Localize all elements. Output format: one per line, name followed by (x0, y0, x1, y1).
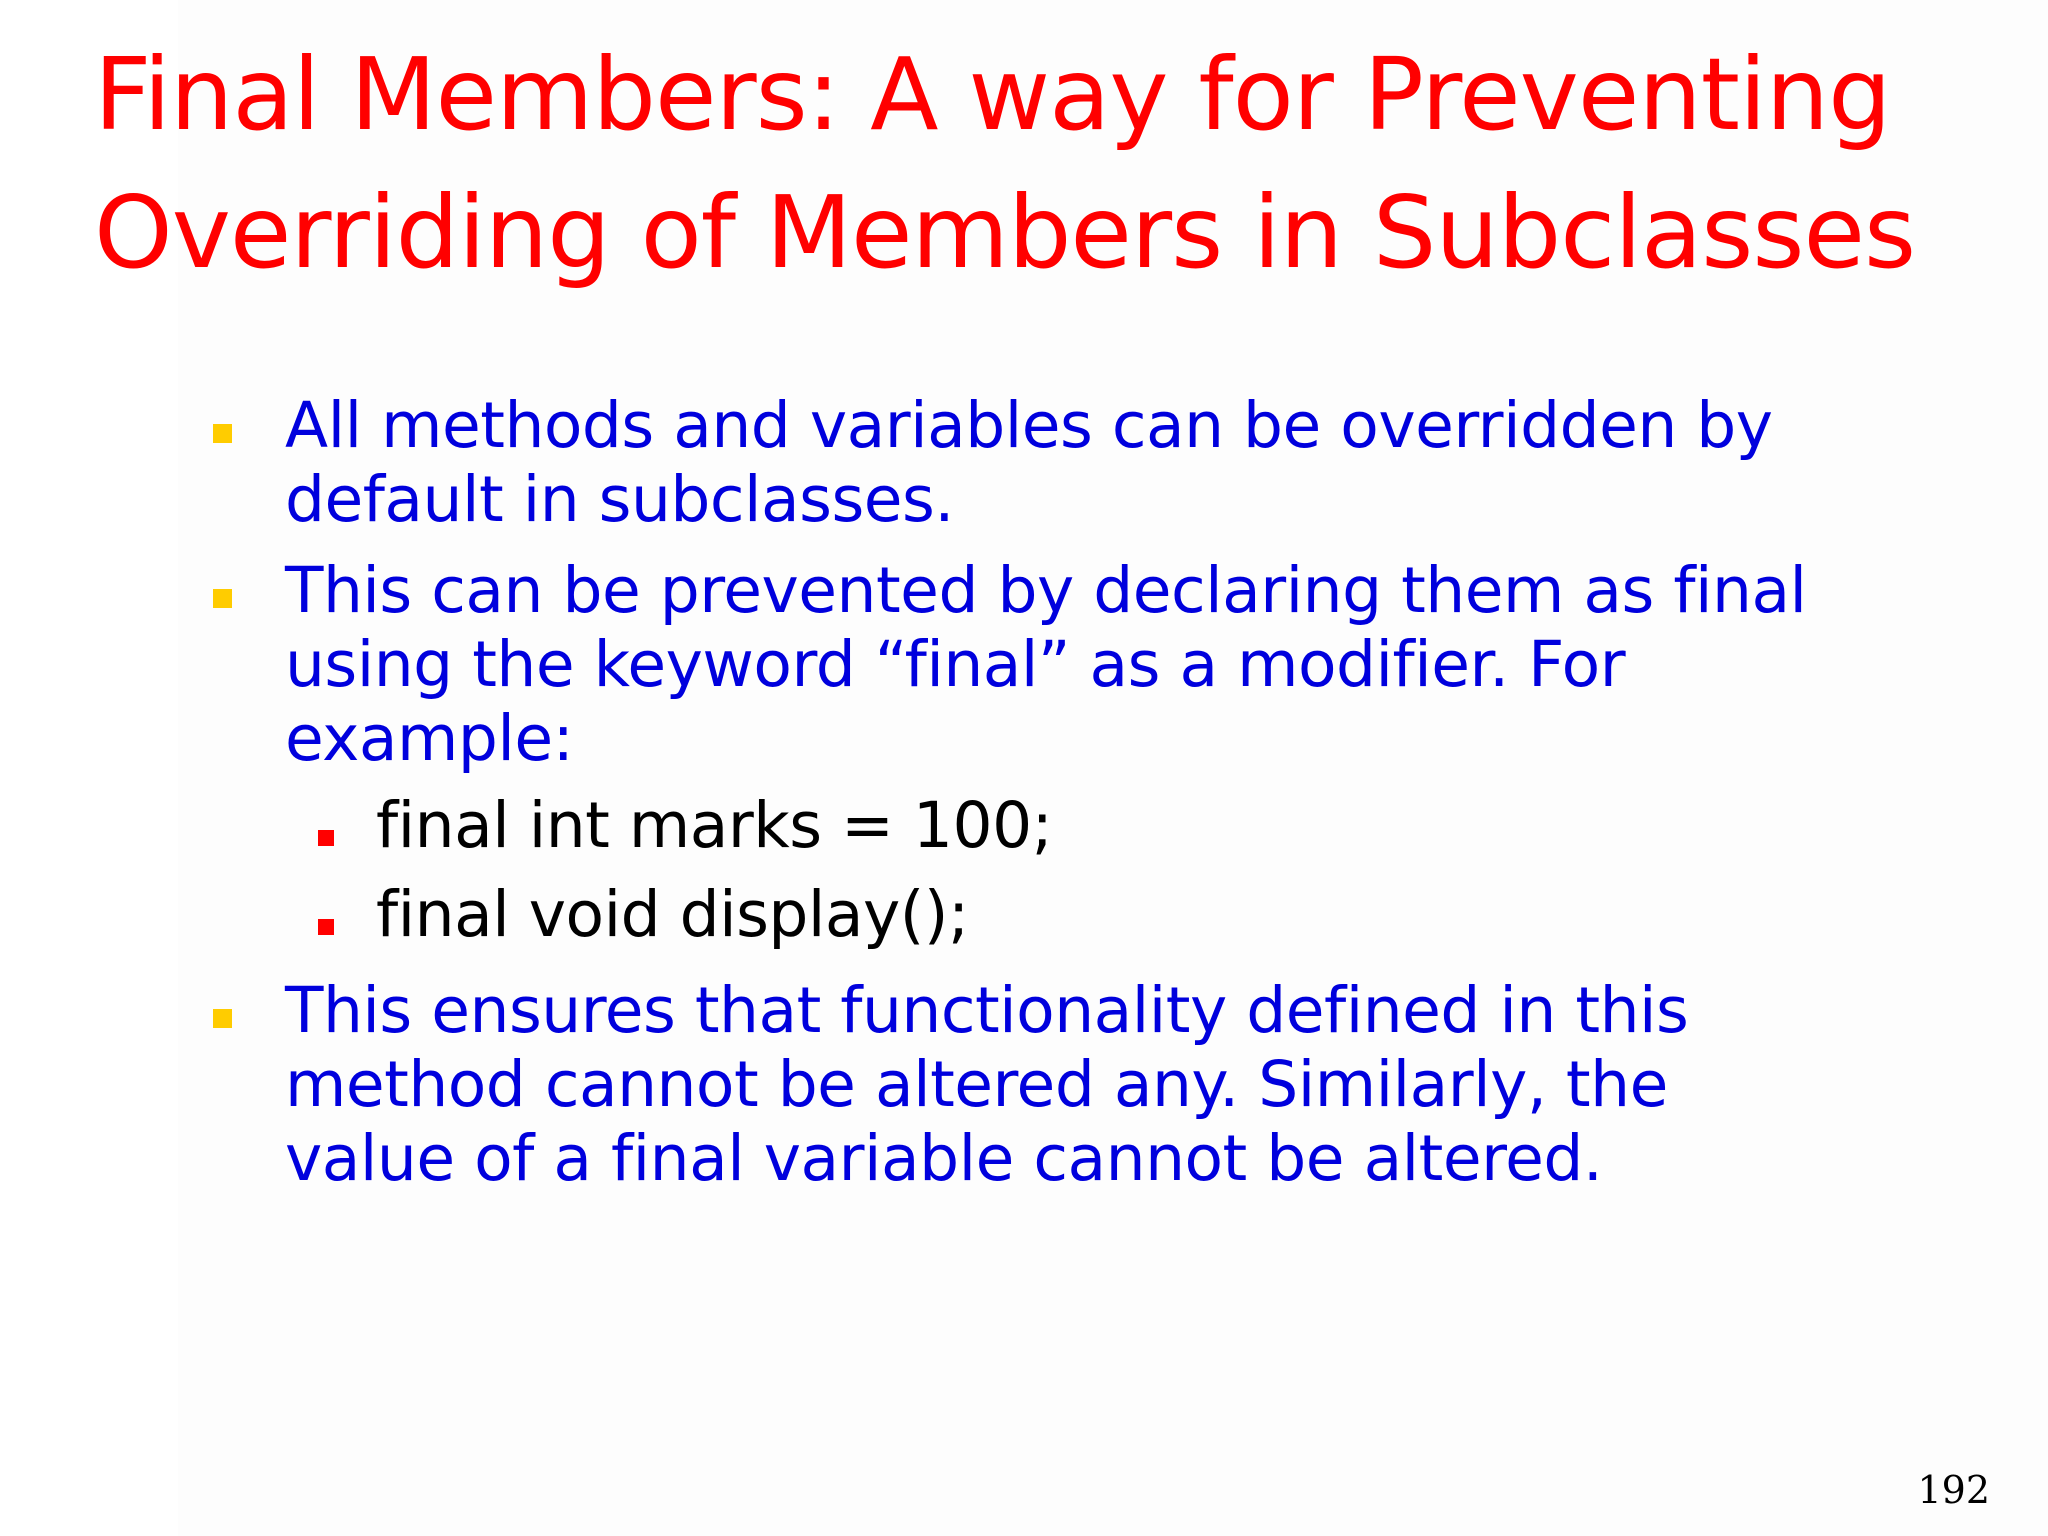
bullet-line: using the keyword “final” as a modifier. For (285, 628, 1626, 701)
bullet-line: All methods and variables can be overridden by (285, 389, 1773, 462)
bullet-square-icon (213, 424, 232, 443)
bullet-text (285, 974, 1688, 1196)
bullet-line: value of a final variable cannot be altered. (285, 1122, 1603, 1195)
page-number: 192 (1917, 1468, 1990, 1512)
bullet-line: example: (285, 702, 574, 775)
bullet-line: method cannot be altered any. Similarly, the (285, 1048, 1668, 1121)
bullet-line: This ensures that functionality defined in this (285, 974, 1689, 1047)
code-line: final int marks = 100; (376, 789, 1053, 862)
bullet-line: This can be prevented by declaring them as final (285, 554, 1807, 627)
bullet-line: default in subclasses. (285, 463, 954, 536)
sub-bullet-square-icon (318, 830, 334, 846)
bullet-square-icon (213, 589, 232, 608)
bullet-text (285, 389, 1773, 537)
code-line: final void display(); (376, 878, 969, 951)
bullet-text (285, 554, 1807, 776)
title-line: Final Members: A way for Preventing (94, 36, 1891, 153)
bullet-square-icon (213, 1009, 232, 1028)
sub-bullet-square-icon (318, 919, 334, 935)
title-line: Overriding of Members in Subclasses (94, 174, 1916, 291)
